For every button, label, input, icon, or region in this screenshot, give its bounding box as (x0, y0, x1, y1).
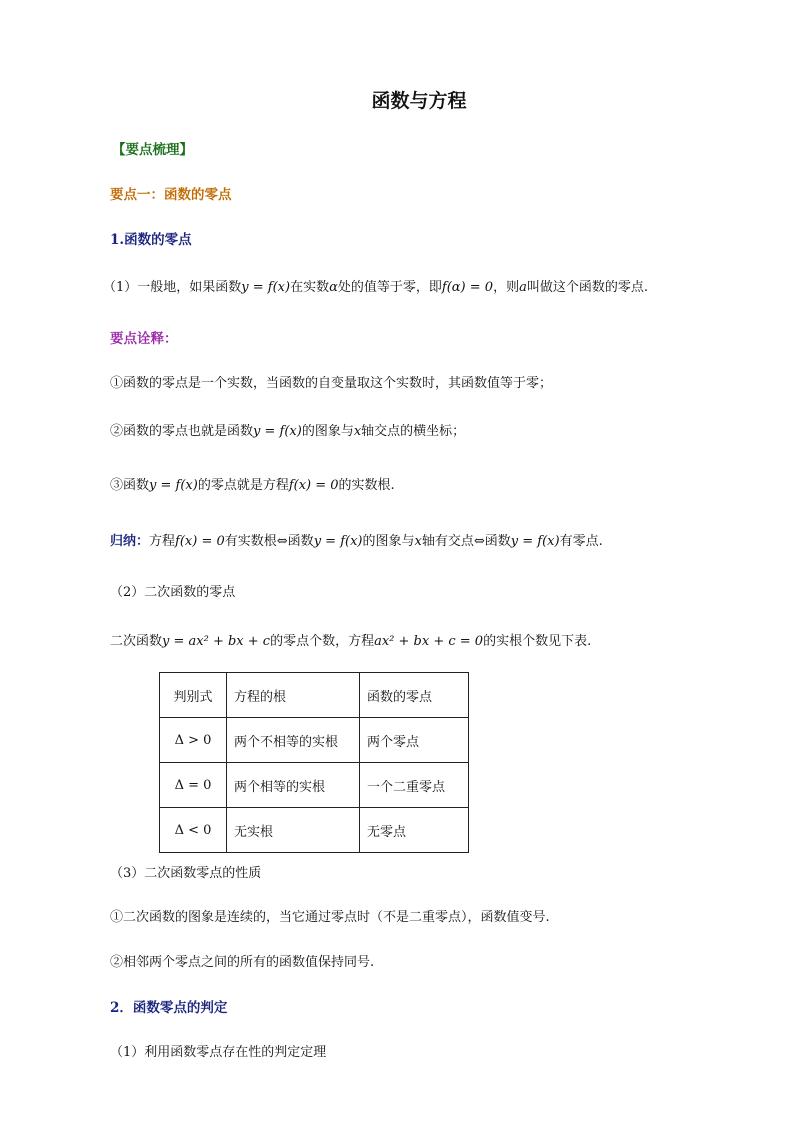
table-cell: 无零点 (360, 808, 469, 853)
property-1: ①二次函数的图象是连续的，当它通过零点时（不是二重零点），函数值变号. (110, 910, 550, 925)
quad-heading: （2）二次函数的零点 (110, 585, 236, 600)
discriminant-table (159, 672, 469, 853)
page-title: 函数与方程 (371, 90, 467, 112)
note-1: ①函数的零点是一个实数，当函数的自变量取这个实数时，其函数值等于零； (110, 376, 553, 391)
table-cell: 一个二重零点 (360, 763, 469, 808)
point1-heading: 要点一：函数的零点 (110, 187, 232, 203)
table-row (160, 718, 469, 763)
notes-heading: 要点诠释： (110, 331, 178, 347)
definition-paragraph: （1）一般地，如果函数y = f(x)在实数α处的值等于零，即f(α) = 0，则a叫做这个函数的零点. (103, 280, 648, 295)
sub2-item-1: （1）利用函数零点存在性的判定定理 (110, 1045, 327, 1060)
note-3: ③函数y = f(x)的零点就是方程f(x) = 0的实数根. (110, 478, 395, 493)
table-header-row (160, 673, 469, 718)
table-cell: 无实根 (227, 808, 360, 853)
table-cell: Δ > 0 (160, 718, 227, 763)
table-cell: Δ = 0 (160, 763, 227, 808)
table-header-cell: 方程的根 (227, 673, 360, 718)
property-heading: （3）二次函数零点的性质 (110, 866, 262, 881)
table-header-cell: 函数的零点 (360, 673, 469, 718)
table-row (160, 763, 469, 808)
table-row (160, 808, 469, 853)
table-cell: Δ < 0 (160, 808, 227, 853)
summary-line: 归纳：方程f(x) = 0有实数根⇔函数y = f(x)的图象与x轴有交点⇔函数y = f(x)有零点. (110, 534, 603, 549)
property-2: ②相邻两个零点之间的所有的函数值保持同号. (110, 955, 375, 970)
quad-intro: 二次函数y = ax² + bx + c的零点个数，方程ax² + bx + c = 0的实根个数见下表. (110, 634, 592, 649)
note-2: ②函数的零点也就是函数y = f(x)的图象与x轴交点的横坐标； (110, 424, 466, 439)
sub1-heading: 1.函数的零点 (110, 232, 192, 248)
summary-heading: 【要点梳理】 (112, 142, 193, 158)
table-cell: 两个零点 (360, 718, 469, 763)
sub2-heading: 2．函数零点的判定 (110, 1000, 228, 1016)
table-cell: 两个相等的实根 (227, 763, 360, 808)
table-header-cell: 判别式 (160, 673, 227, 718)
table-cell: 两个不相等的实根 (227, 718, 360, 763)
